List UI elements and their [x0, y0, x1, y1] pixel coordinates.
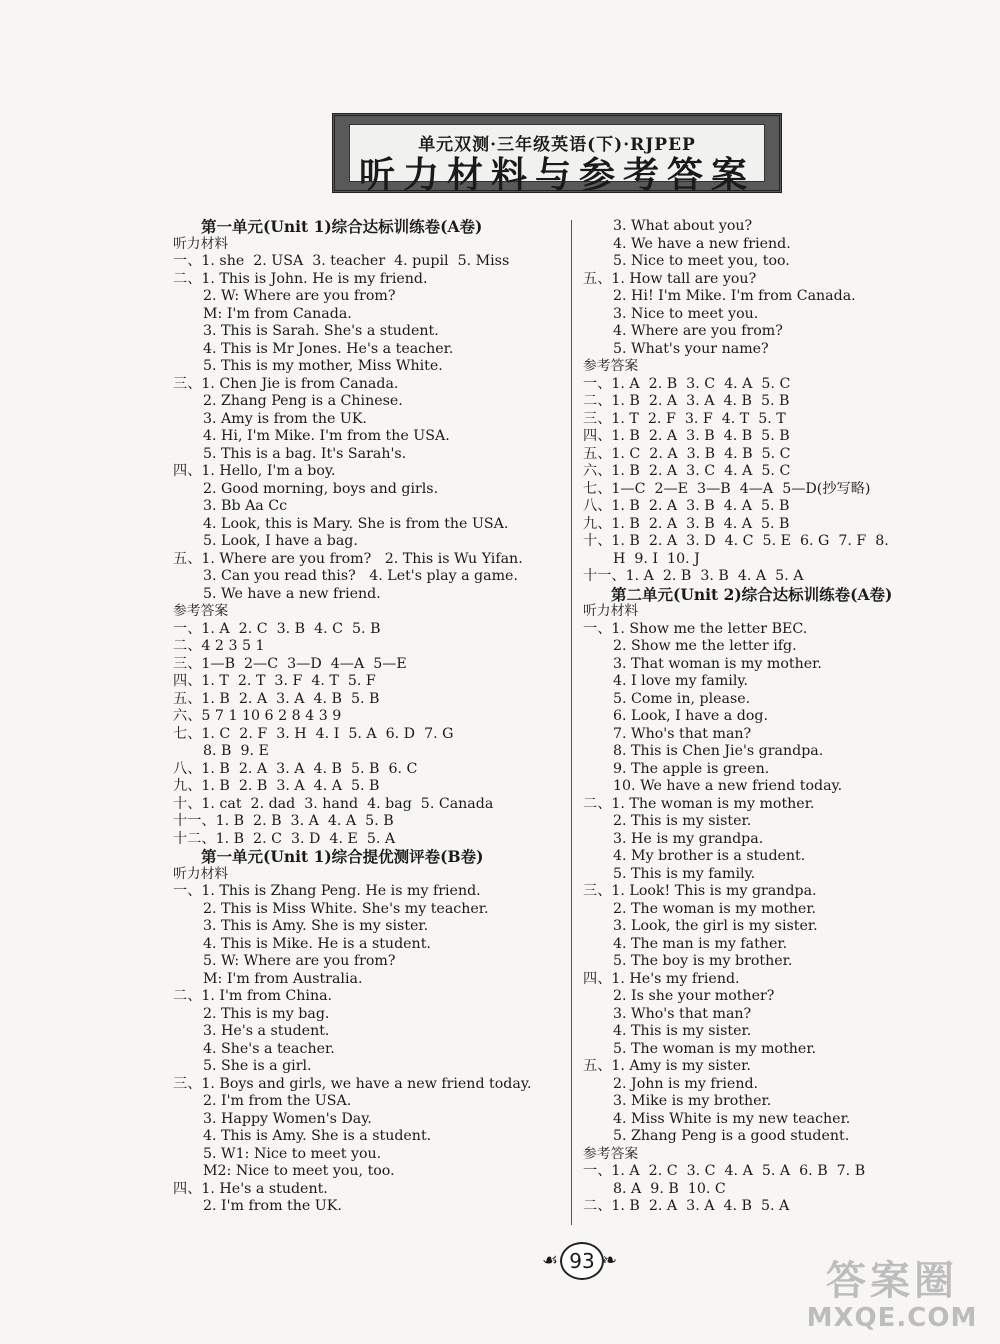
- text-line: 二、1. This is John. He is my friend.: [173, 270, 428, 287]
- text-line: 四、1. T 2. T 3. F 4. T 5. F: [173, 673, 376, 689]
- text-line: 三、1. Boys and girls, we have a new friend today.: [173, 1075, 532, 1092]
- text-line: 六、5 7 1 10 6 2 8 4 3 9: [173, 708, 342, 724]
- subsection-label: 参考答案: [583, 1145, 639, 1162]
- frog-right-icon: ❧: [602, 1250, 618, 1271]
- text-line: 2. Is she your mother?: [613, 988, 775, 1004]
- text-line: 3. Nice to meet you.: [613, 305, 759, 322]
- text-line: 3. This is Amy. She is my sister.: [203, 918, 429, 934]
- text-line: 5. This is a bag. It's Sarah's.: [203, 445, 407, 462]
- text-line: 4. This is my sister.: [613, 1023, 752, 1039]
- text-line: 四、1. B 2. A 3. B 4. B 5. B: [583, 428, 790, 444]
- text-line: 10. We have a new friend today.: [613, 778, 843, 794]
- text-line: 5. Come in, please.: [613, 690, 751, 707]
- text-line: 5. What's your name?: [613, 340, 769, 357]
- text-line: 5. W1: Nice to meet you.: [203, 1145, 382, 1162]
- text-line: 7. Who's that man?: [613, 725, 752, 742]
- text-line: M2: Nice to meet you, too.: [203, 1163, 395, 1179]
- text-line: 2. This is my sister.: [613, 813, 752, 829]
- right-column: [583, 218, 963, 1216]
- text-line: 4. This is Amy. She is a student.: [203, 1128, 432, 1144]
- text-line: 3. Amy is from the UK.: [203, 410, 367, 427]
- text-line: 二、1. B 2. A 3. A 4. B 5. A: [583, 1198, 790, 1214]
- text-line: 三、1. Look! This is my grandpa.: [583, 883, 817, 899]
- text-line: 3. Can you read this? 4. Let's play a game.: [203, 568, 518, 584]
- text-line: 2. W: Where are you from?: [203, 288, 396, 304]
- subsection-label: 听力材料: [173, 235, 229, 252]
- watermark-text: 答案圈: [826, 1258, 958, 1304]
- section-heading: 第一单元(Unit 1)综合达标训练卷(A卷): [201, 217, 483, 236]
- text-line: 4. This is Mr Jones. He's a teacher.: [203, 340, 454, 357]
- text-line: 4. Where are you from?: [613, 323, 783, 339]
- text-line: 五、1. C 2. A 3. B 4. B 5. C: [583, 445, 791, 462]
- text-line: 4. My brother is a student.: [613, 848, 806, 864]
- section-heading: 第二单元(Unit 2)综合达标训练卷(A卷): [611, 584, 893, 604]
- subsection-label: 参考答案: [173, 603, 229, 619]
- text-line: 3. Happy Women's Day.: [203, 1110, 372, 1127]
- text-line: 2. I'm from the USA.: [203, 1093, 352, 1109]
- text-line: H 9. I 10. J: [613, 550, 700, 567]
- text-line: 5. The woman is my mother.: [613, 1040, 817, 1057]
- text-line: 2. Show me the letter ifg.: [613, 638, 797, 654]
- text-line: 五、1. B 2. A 3. A 4. B 5. B: [173, 690, 380, 707]
- text-line: 3. He is my grandpa.: [613, 830, 764, 847]
- text-line: 3. Bb Aa Cc: [203, 498, 288, 514]
- subsection-label: 参考答案: [583, 358, 639, 374]
- text-line: 2. John is my friend.: [613, 1075, 759, 1092]
- text-line: 3. Mike is my brother.: [613, 1093, 772, 1109]
- text-line: 一、1. A 2. C 3. C 4. A 5. A 6. B 7. B: [583, 1163, 866, 1179]
- text-line: 5. Zhang Peng is a good student.: [613, 1128, 850, 1144]
- subsection-label: 听力材料: [583, 603, 639, 619]
- text-line: 七、1—C 2—E 3—B 4—A 5—D(抄写略): [583, 480, 871, 497]
- title-banner: [332, 113, 782, 196]
- text-line: 5. This is my mother, Miss White.: [203, 358, 443, 374]
- frog-left-icon: ☙: [542, 1250, 559, 1271]
- text-line: 5. Nice to meet you, too.: [613, 253, 790, 269]
- text-line: 九、1. B 2. B 3. A 4. A 5. B: [173, 778, 380, 794]
- text-line: 3. He's a student.: [203, 1023, 330, 1039]
- subsection-label: 听力材料: [173, 865, 229, 882]
- text-line: 一、1. Show me the letter BEC.: [583, 620, 808, 637]
- text-line: 4. Look, this is Mary. She is from the USA.: [203, 515, 509, 532]
- column-divider: [571, 220, 572, 1225]
- text-line: 三、1—B 2—C 3—D 4—A 5—E: [173, 655, 407, 672]
- text-line: 三、1. Chen Jie is from Canada.: [173, 375, 399, 392]
- text-line: 8. A 9. B 10. C: [613, 1180, 726, 1197]
- text-line: 十、1. cat 2. dad 3. hand 4. bag 5. Canada: [173, 795, 494, 812]
- text-line: 4. She's a teacher.: [203, 1040, 335, 1057]
- text-line: 八、1. B 2. A 3. A 4. B 5. B 6. C: [173, 760, 418, 777]
- page-number-badge: [540, 1238, 620, 1288]
- text-line: 七、1. C 2. F 3. H 4. I 5. A 6. D 7. G: [173, 725, 454, 742]
- banner-subtitle: 单元双测·三年级英语(下)·RJPEP: [418, 135, 696, 155]
- text-line: 十一、1. B 2. B 3. A 4. A 5. B: [173, 813, 394, 829]
- text-line: 五、1. Where are you from? 2. This is Wu Yifan.: [173, 550, 523, 567]
- text-line: 5. She is a girl.: [203, 1058, 312, 1074]
- text-line: 十一、1. A 2. B 3. B 4. A 5. A: [583, 568, 804, 584]
- text-line: 6. Look, I have a dog.: [613, 708, 768, 724]
- text-line: 3. That woman is my mother.: [613, 655, 822, 672]
- text-line: 9. The apple is green.: [613, 760, 770, 777]
- text-line: 四、1. Hello, I'm a boy.: [173, 463, 336, 479]
- text-line: 一、1. A 2. C 3. B 4. C 5. B: [173, 620, 381, 637]
- text-line: 3. Who's that man?: [613, 1005, 752, 1022]
- text-line: 5. W: Where are you from?: [203, 953, 396, 969]
- text-line: 二、1. B 2. A 3. A 4. B 5. B: [583, 393, 790, 409]
- text-line: 五、1. How tall are you?: [583, 270, 757, 287]
- text-line: 2. Good morning, boys and girls.: [203, 480, 439, 497]
- text-line: 4. The man is my father.: [613, 935, 788, 952]
- text-line: 四、1. He's a student.: [173, 1180, 328, 1197]
- text-line: 九、1. B 2. A 3. B 4. A 5. B: [583, 515, 790, 532]
- text-line: 一、1. she 2. USA 3. teacher 4. pupil 5. Miss: [173, 253, 510, 269]
- text-line: 4. We have a new friend.: [613, 235, 791, 252]
- text-line: 3. What about you?: [613, 218, 753, 234]
- text-line: 一、1. A 2. B 3. C 4. A 5. C: [583, 375, 791, 392]
- text-line: 5. This is my family.: [613, 865, 756, 882]
- text-line: 2. Zhang Peng is a Chinese.: [203, 393, 403, 409]
- text-line: 4. I love my family.: [613, 673, 749, 689]
- text-line: M: I'm from Australia.: [203, 970, 363, 987]
- left-column: [173, 218, 558, 1216]
- text-line: 8. B 9. E: [203, 743, 269, 759]
- text-line: 十、1. B 2. A 3. D 4. C 5. E 6. G 7. F 8.: [583, 533, 889, 549]
- text-line: 一、1. This is Zhang Peng. He is my friend.: [173, 883, 481, 899]
- banner-title: 听力材料与参考答案: [358, 154, 755, 196]
- section-heading: 第一单元(Unit 1)综合提优测评卷(B卷): [201, 847, 484, 866]
- text-line: 4. This is Mike. He is a student.: [203, 935, 431, 952]
- text-line: 二、1. I'm from China.: [173, 988, 333, 1004]
- text-line: 3. Look, the girl is my sister.: [613, 918, 818, 934]
- text-line: 4. Hi, I'm Mike. I'm from the USA.: [203, 428, 450, 444]
- text-line: 2. The woman is my mother.: [613, 900, 817, 917]
- text-line: 2. I'm from the UK.: [203, 1198, 342, 1214]
- text-line: 八、1. B 2. A 3. B 4. A 5. B: [583, 498, 790, 514]
- text-line: 3. This is Sarah. She's a student.: [203, 323, 439, 339]
- text-line: 三、1. T 2. F 3. F 4. T 5. T: [583, 410, 786, 427]
- text-line: 2. This is my bag.: [203, 1005, 330, 1022]
- text-line: 六、1. B 2. A 3. C 4. A 5. C: [583, 463, 791, 479]
- text-line: 2. Hi! I'm Mike. I'm from Canada.: [613, 288, 856, 304]
- watermark-url: MXQE.COM: [806, 1303, 978, 1333]
- page-number: 93: [560, 1242, 604, 1280]
- text-line: 二、1. The woman is my mother.: [583, 795, 815, 812]
- text-line: 5. The boy is my brother.: [613, 953, 793, 969]
- watermark: [792, 1258, 992, 1338]
- text-line: 8. This is Chen Jie's grandpa.: [613, 743, 824, 759]
- title-banner-inner: [349, 124, 765, 196]
- text-line: 十二、1. B 2. C 3. D 4. E 5. A: [173, 830, 396, 847]
- text-line: 五、1. Amy is my sister.: [583, 1058, 751, 1074]
- text-line: M: I'm from Canada.: [203, 305, 352, 322]
- text-line: 4. Miss White is my new teacher.: [613, 1110, 851, 1127]
- text-line: 5. We have a new friend.: [203, 585, 381, 602]
- text-line: 2. This is Miss White. She's my teacher.: [203, 900, 489, 917]
- text-line: 四、1. He's my friend.: [583, 970, 740, 987]
- text-line: 二、4 2 3 5 1: [173, 638, 265, 654]
- text-line: 5. Look, I have a bag.: [203, 533, 358, 549]
